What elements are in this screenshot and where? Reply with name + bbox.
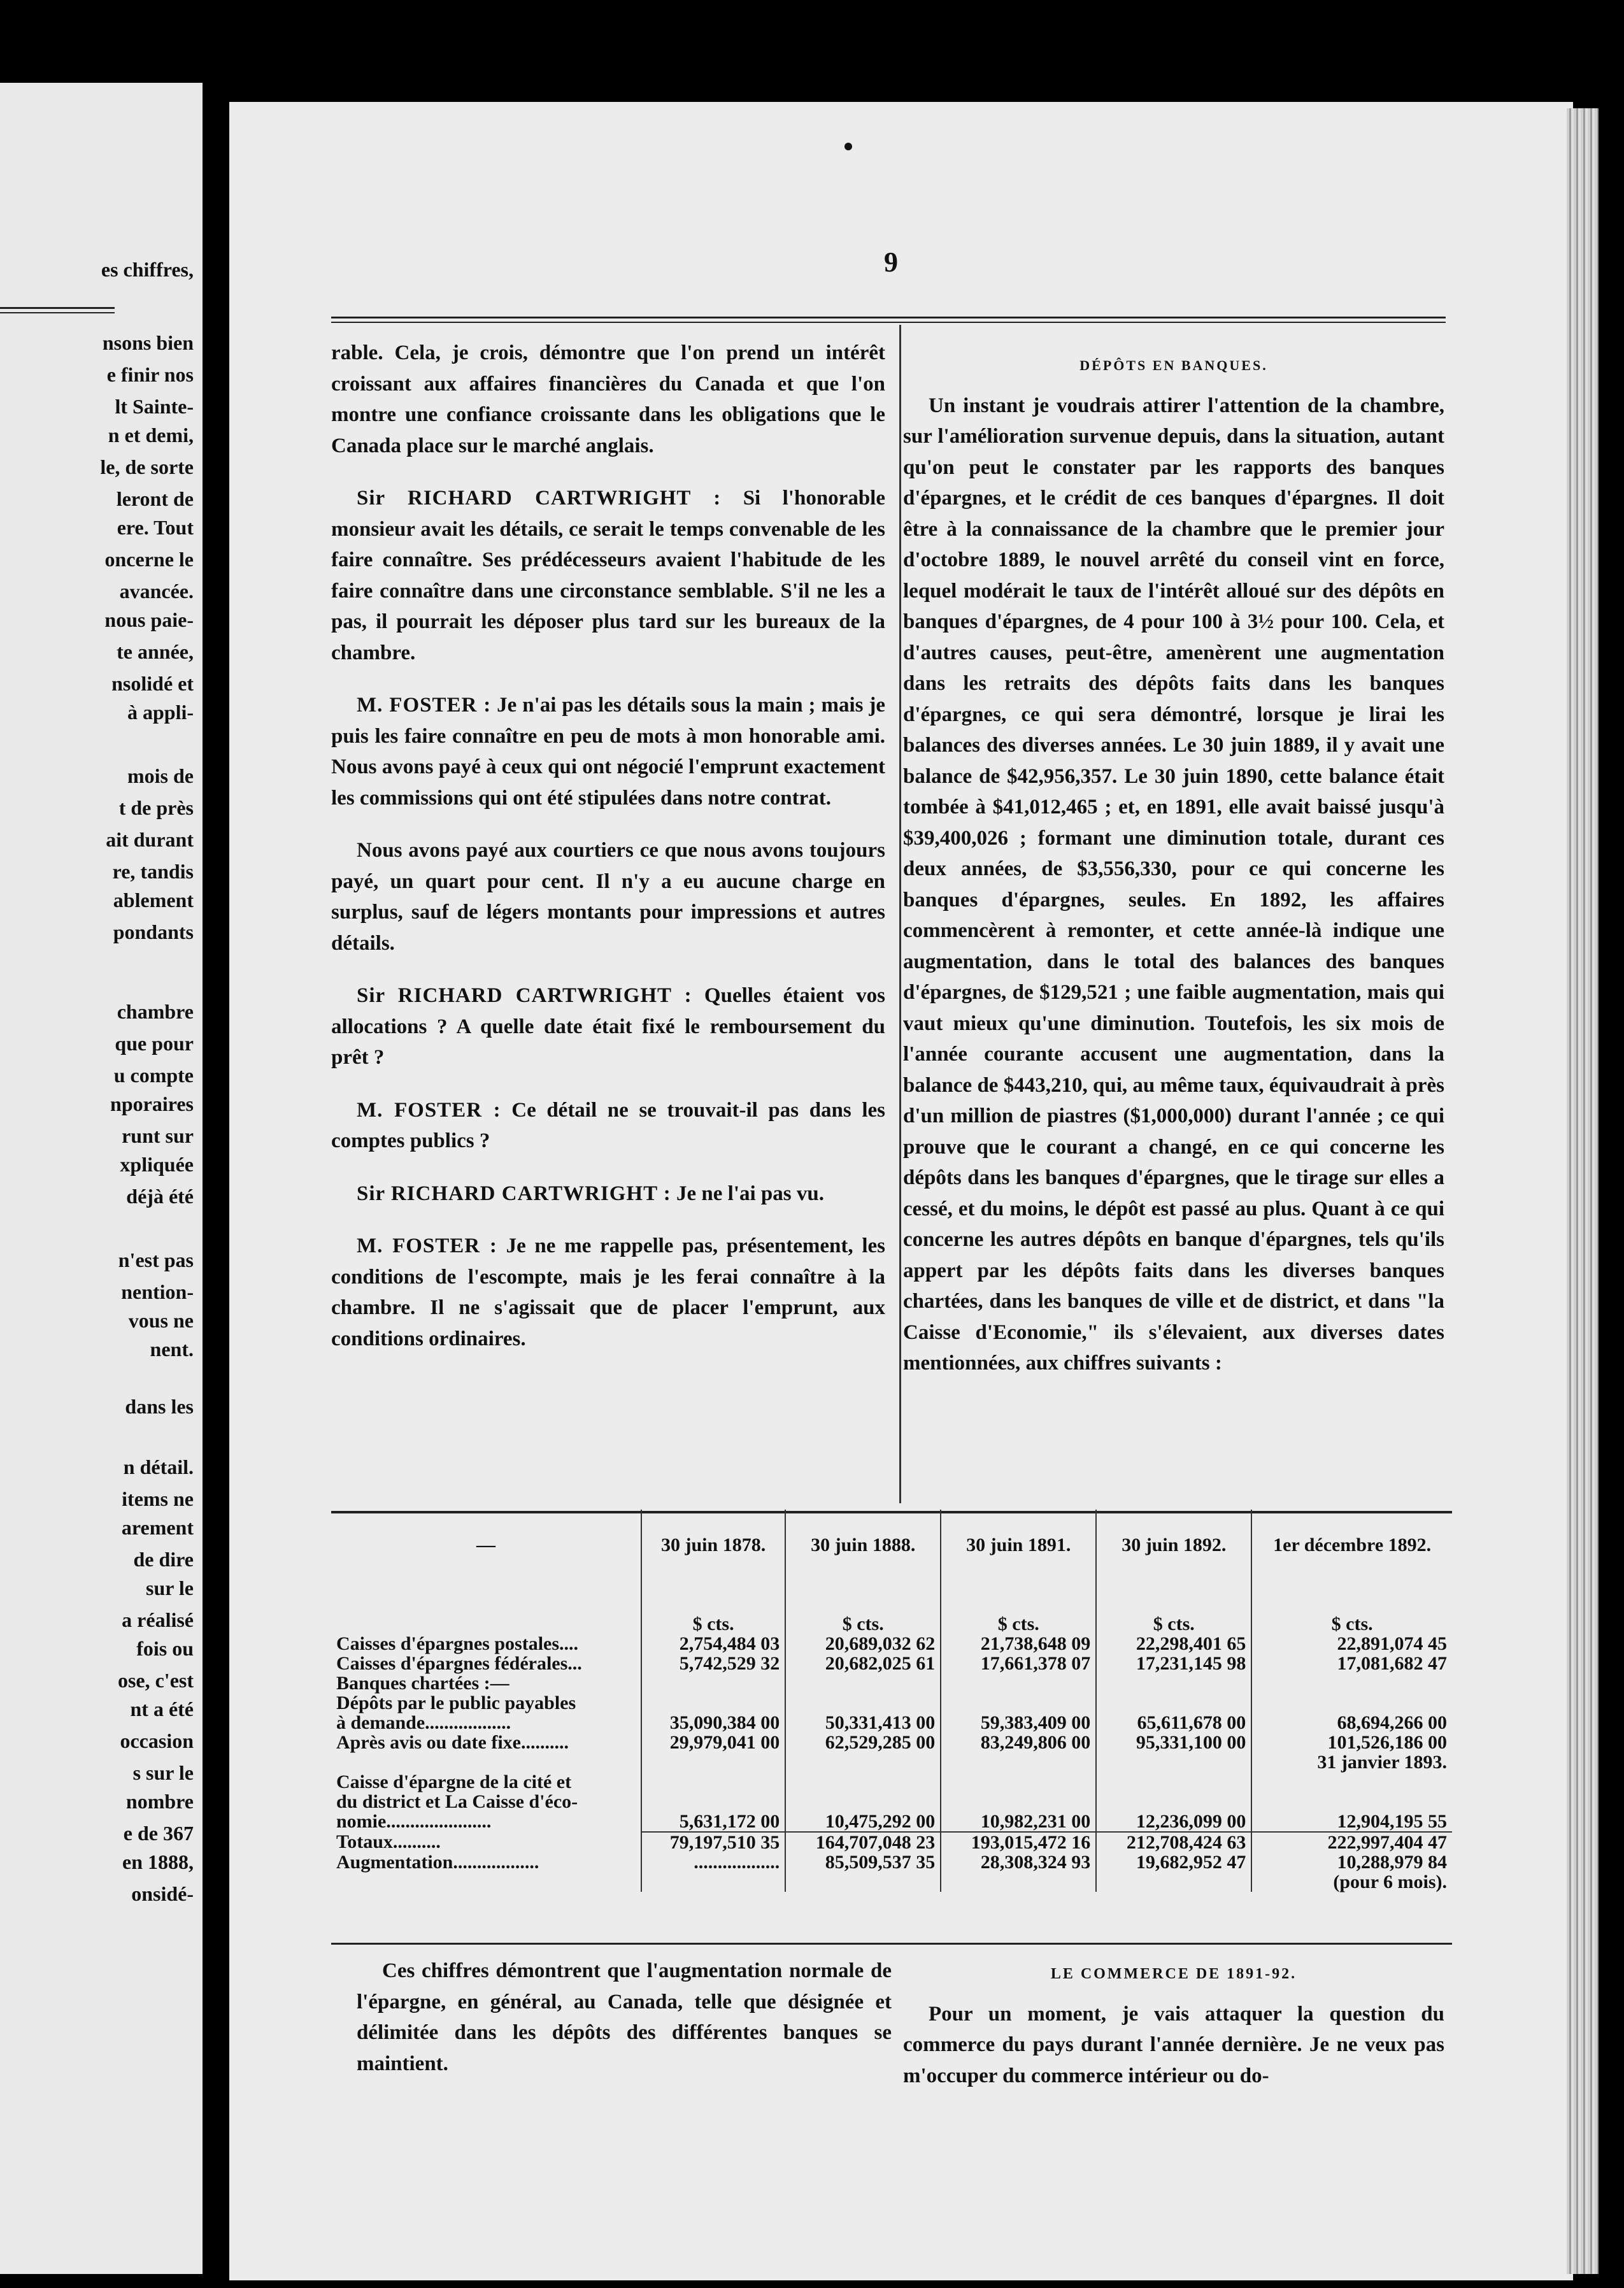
paragraph: Nous avons payé aux courtiers ce que nous avons toujours payé, un quart pour cent. Il n'y a eu aucune charge en surplus, sauf de légers montants pour impressions et autres détails. — [331, 839, 885, 955]
table-cell: 83,249,806 00 — [941, 1733, 1096, 1752]
left-page-fragment: en 1888, — [122, 1850, 194, 1873]
paragraph — [331, 980, 885, 1073]
left-page-fragment: nporaires — [110, 1092, 194, 1115]
table-cell — [1096, 1752, 1251, 1772]
left-page-fragment: mois de — [127, 764, 194, 787]
table-row — [331, 1634, 1452, 1654]
left-page-fragment: dans les — [125, 1395, 194, 1418]
table-cell — [785, 1693, 941, 1713]
header-rule-2 — [331, 322, 1446, 323]
table-cell: 17,231,145 98 — [1096, 1654, 1251, 1673]
left-page-fragment: n détail. — [123, 1455, 194, 1478]
left-page-fragment: ait durant — [106, 828, 194, 851]
table-cell: 68,694,266 00 — [1251, 1713, 1452, 1733]
table-cell: 19,682,952 47 — [1096, 1852, 1251, 1872]
left-page-fragment: sur le — [146, 1577, 194, 1599]
speech: Je n'ai pas les détails sous la main ; mais je puis les faire connaître en peu de mots à mon honorable ami. Nous avons payé à ceux qui ont négocié l'emprunt exactement les commissions qui ont été stipulées dans notre contrat. — [331, 694, 886, 810]
left-page-fragment: e finir nos — [106, 363, 194, 386]
left-page-fragment: nention- — [121, 1280, 194, 1303]
left-page-fragment: nsons bien — [102, 331, 194, 354]
speech: Ce détail ne se trouvait-il pas dans les comptes publics ? — [331, 1098, 886, 1152]
table-cell — [941, 1673, 1096, 1693]
section-heading: DÉPÔTS EN BANQUES. — [1079, 357, 1268, 373]
right-column — [903, 350, 1444, 1401]
table-cell — [641, 1792, 785, 1812]
row-label: Augmentation.................. — [336, 1852, 539, 1873]
left-page-fragment: es chiffres, — [101, 258, 194, 281]
table-cell — [1096, 1693, 1251, 1713]
left-page-fragment: nous paie- — [104, 608, 194, 631]
bottom-left-text — [357, 1956, 892, 2101]
left-page-fragment: t de près — [118, 796, 194, 819]
table-cell — [1096, 1792, 1251, 1812]
table-cell: $ cts. — [1096, 1599, 1251, 1634]
left-page-fragment: vous ne — [128, 1309, 194, 1332]
row-label: Caisse d'épargne de la cité et — [336, 1771, 572, 1792]
ink-dot — [844, 143, 852, 150]
table-cell — [1251, 1673, 1452, 1693]
left-page-fragment: nsolidé et — [111, 672, 194, 695]
left-page-fragment: xpliquée — [120, 1153, 194, 1176]
left-page-fragment: onsidé- — [131, 1882, 194, 1905]
table-row — [331, 1792, 1452, 1812]
left-column — [331, 338, 885, 1376]
table-cell: 59,383,409 00 — [941, 1713, 1096, 1733]
table-corner: — — [476, 1534, 495, 1555]
left-page-fragment: nent. — [150, 1338, 194, 1361]
paragraph — [331, 1231, 885, 1354]
speech: Si l'honorable monsieur avait les détails, ce serait le temps convenable de les faire connaître. Ses prédécesseurs avaient l'habitude de les faire connaître dans une circonstance semblable. S'il ne les a pas, il pourrait les déposer plus tard sur les bureaux de la chambre. — [331, 487, 885, 664]
table-cell: 79,197,510 35 — [641, 1832, 785, 1852]
table-cell — [641, 1673, 785, 1693]
table-cell: 29,979,041 00 — [641, 1733, 785, 1752]
paragraph: Pour un moment, je vais attaquer la question du commerce du pays durant l'année dernière. Je ne veux pas m'occuper du commerce intérieur ou do- — [903, 2002, 1444, 2087]
table-cell: 5,631,172 00 — [641, 1812, 785, 1832]
table-cell — [641, 1772, 785, 1792]
table-cell: 212,708,424 63 — [1096, 1832, 1251, 1852]
row-label — [331, 1752, 641, 1772]
table-cell — [785, 1752, 941, 1772]
table-column-header: 30 juin 1892. — [1096, 1510, 1251, 1599]
table-note: (pour 6 mois). — [1251, 1872, 1452, 1892]
table-cell: .................. — [641, 1852, 785, 1872]
table-cell — [785, 1673, 941, 1693]
paragraph: Ces chiffres démontrent que l'augmentation normale de l'épargne, en général, au Canada, telle que désignée et délimitée dans les dépôts des différentes banques se maintient. — [357, 1959, 892, 2075]
left-page-fragment: runt sur — [122, 1124, 194, 1147]
table-row — [331, 1673, 1452, 1693]
table-cell — [941, 1752, 1096, 1772]
table-cell: 10,475,292 00 — [785, 1812, 941, 1832]
table-cell — [785, 1792, 941, 1812]
left-page-fragment: leront de — [116, 487, 194, 510]
paragraph — [331, 690, 885, 813]
table-cell: 10,982,231 00 — [941, 1812, 1096, 1832]
left-page-fragment: te année, — [117, 640, 194, 663]
table-cell — [1251, 1792, 1452, 1812]
left-page-fragment: chambre — [117, 1000, 194, 1023]
table-row — [331, 1733, 1452, 1752]
paragraph — [331, 1178, 885, 1210]
speaker: M. FOSTER : — [357, 694, 492, 717]
section-heading: LE COMMERCE DE 1891-92. — [1050, 1966, 1297, 1982]
left-page-fragment: arement — [121, 1516, 194, 1539]
table-cell: 20,682,025 61 — [785, 1654, 941, 1673]
left-page-fragment: oncerne le — [104, 548, 194, 571]
left-page — [0, 83, 203, 2274]
table-cell: 50,331,413 00 — [785, 1713, 941, 1733]
left-page-fragment: pondants — [113, 920, 194, 943]
paragraph: rable. Cela, je crois, démontre que l'on prend un intérêt croissant aux affaires financières du Canada et que l'on montre une confiance croissante dans les obligations que le Canada place sur le marché anglais. — [331, 341, 885, 457]
paragraph: Un instant je voudrais attirer l'attention de la chambre, sur l'amélioration survenue depuis, dans la situation, autant qu'on peut le constater par les rapports des banques d'épargnes, et le crédit de ces banques d'épargnes. Il doit être à la connaissance de la chambre que le premier jour d'octobre 1889, le nouvel arrêté du conseil vint en force, lequel modérait le taux de l'intérêt alloué sur des dépôts en banques d'épargnes, de 4 pour 100 à 3½ pour 100. Cela, et d'autres causes, peut-être, amenèrent une augmentation dans les retraits des dépôts faits dans les banques d'épargnes, ce qui sera démontré, lorsque je lirai les balances des diverses années. Le 30 juin 1889, il y avait une balance de $42,956,357. Le 30 juin 1890, cette balance était tombée à $41,012,465 ; et, en 1891, elle avait baissé jusqu'à $39,400,026 ; formant une diminution totale, durant ces deux années, de $3,556,330, pour ce qui concerne les banques d'épargnes, seules. En 1892, les affaires commencèrent à remonter, et cette année-là indique une augmentation, dans le total des balances des banques d'épargnes, de $129,521 ; une faible augmentation, mais qui vaut mieux qu'une diminution. Toutefois, les six mois de l'année courante accusent une augmentation, dans la balance de $443,210, qui, au même taux, équivaudrait à près d'un million de piastres ($1,000,000) durant l'année ; ce qui prouve que le courant a changé, en ce qui concerne les dépôts dans les banques d'épargnes, que le tirage sur elles a cessé, et du moins, le dépôt est passé au plus. Quant à ce qui concerne les autres dépôts en banque d'épargnes, tels qu'ils appert par les dépôts faits dans les diverses banques chartées, dans les banques de ville et de district, et dans "la Caisse d'Economie," ils s'élevaient, aux diverses dates mentionnées, aux chiffres suivants : — [903, 394, 1444, 1375]
table-bottom-rule — [331, 1943, 1452, 1945]
left-page-fragment: fois ou — [136, 1637, 194, 1660]
deposits-table — [331, 1510, 1452, 1892]
left-page-fragment: nombre — [125, 1790, 194, 1813]
row-label: Dépôts par le public payables — [336, 1692, 576, 1713]
left-page-fragment: u compte — [113, 1064, 194, 1087]
table-cell: 12,236,099 00 — [1096, 1812, 1251, 1832]
table-cell — [785, 1772, 941, 1792]
table-cell: 31 janvier 1893. — [1251, 1752, 1452, 1772]
table-cell: $ cts. — [641, 1599, 785, 1634]
left-page-fragment: ose, c'est — [117, 1669, 194, 1692]
table-cell: 95,331,100 00 — [1096, 1733, 1251, 1752]
table-column-header: 30 juin 1891. — [941, 1510, 1096, 1599]
table-cell: $ cts. — [941, 1599, 1096, 1634]
table-cell — [1096, 1673, 1251, 1693]
left-page-fragment: de dire — [133, 1548, 194, 1571]
page-edge — [1567, 108, 1599, 2274]
left-page-fragment: n'est pas — [118, 1248, 194, 1271]
speaker: Sir RICHARD CARTWRIGHT : — [357, 984, 692, 1007]
table-cell: 17,081,682 47 — [1251, 1654, 1452, 1673]
left-page-fragment: lt Sainte- — [115, 395, 194, 418]
speaker: M. FOSTER : — [357, 1234, 497, 1257]
table-cell: 193,015,472 16 — [941, 1832, 1096, 1852]
table-cell — [941, 1693, 1096, 1713]
speech: Je ne l'ai pas vu. — [676, 1182, 824, 1205]
column-divider — [899, 325, 901, 1503]
table-cell: 222,997,404 47 — [1251, 1832, 1452, 1852]
table-column-header: 30 juin 1878. — [641, 1510, 785, 1599]
table-cell — [941, 1772, 1096, 1792]
speaker: Sir RICHARD CARTWRIGHT : — [357, 1182, 671, 1205]
table-cell: $ cts. — [785, 1599, 941, 1634]
table-cell — [941, 1792, 1096, 1812]
table-cell: 2,754,484 03 — [641, 1634, 785, 1654]
left-page-fragment: n et demi, — [108, 424, 194, 447]
table-row — [331, 1752, 1452, 1772]
table-cell: 85,509,537 35 — [785, 1852, 941, 1872]
table-row — [331, 1872, 1452, 1892]
paragraph — [331, 1095, 885, 1157]
left-page-fragment: s sur le — [132, 1761, 194, 1784]
table-cell: 28,308,324 93 — [941, 1852, 1096, 1872]
left-page-fragment: items ne — [122, 1487, 194, 1510]
left-page-fragment: re, tandis — [112, 860, 194, 883]
left-page-fragment: que pour — [115, 1032, 194, 1055]
row-label: Caisses d'épargnes postales.... — [336, 1633, 579, 1654]
table-cell: 65,611,678 00 — [1096, 1713, 1251, 1733]
table-row — [331, 1772, 1452, 1792]
row-label — [331, 1599, 641, 1634]
speaker: M. FOSTER : — [357, 1098, 501, 1122]
row-label: Caisses d'épargnes fédérales... — [336, 1653, 582, 1674]
row-label: Banques chartées :— — [336, 1673, 509, 1694]
table-cell: 12,904,195 55 — [1251, 1812, 1452, 1832]
table-cell: 20,689,032 62 — [785, 1634, 941, 1654]
left-page-fragment: déjà été — [126, 1185, 194, 1208]
table-row — [331, 1812, 1452, 1832]
left-page-fragment: a réalisé — [122, 1608, 194, 1631]
left-page-fragment: occasion — [120, 1729, 194, 1752]
table-cell: 35,090,384 00 — [641, 1713, 785, 1733]
table-row — [331, 1713, 1452, 1733]
table-cell: 164,707,048 23 — [785, 1832, 941, 1852]
row-label: Après avis ou date fixe.......... — [336, 1732, 569, 1753]
speaker: Sir RICHARD CARTWRIGHT : — [357, 487, 722, 510]
table-row — [331, 1852, 1452, 1872]
left-page-fragment: nt a été — [130, 1698, 194, 1720]
left-page-fragment: avancée. — [119, 580, 194, 603]
table-cell: 5,742,529 32 — [641, 1654, 785, 1673]
header-rule — [331, 317, 1446, 318]
table-cell: 21,738,648 09 — [941, 1634, 1096, 1654]
table-row — [331, 1832, 1452, 1852]
table-cell: $ cts. — [1251, 1599, 1452, 1634]
bottom-right-text — [903, 1959, 1444, 2113]
table-header-row — [331, 1510, 1452, 1599]
paragraph — [331, 483, 885, 668]
speech: Quelles étaient vos allocations ? A quelle date était fixé le remboursement du prêt ? — [331, 984, 886, 1069]
table-cell — [1096, 1772, 1251, 1792]
left-page-fragment: ablement — [113, 889, 194, 912]
table-cell: 22,298,401 65 — [1096, 1634, 1251, 1654]
table-cell — [1251, 1772, 1452, 1792]
table-cell — [1251, 1693, 1452, 1713]
table-cell: 10,288,979 84 — [1251, 1852, 1452, 1872]
table-cell: 22,891,074 45 — [1251, 1634, 1452, 1654]
table-row — [331, 1599, 1452, 1634]
speech: Je ne me rappelle pas, présentement, les conditions de l'escompte, mais je les ferai connaître à la chambre. Il ne s'agissait que de placer l'emprunt, aux conditions ordinaires. — [331, 1234, 886, 1350]
table-cell: 17,661,378 07 — [941, 1654, 1096, 1673]
table-column-header: 30 juin 1888. — [785, 1510, 941, 1599]
row-label: Totaux.......... — [336, 1831, 441, 1852]
table-row — [331, 1693, 1452, 1713]
left-page-fragment: le, de sorte — [100, 455, 194, 478]
table-cell: 62,529,285 00 — [785, 1733, 941, 1752]
table-cell — [641, 1693, 785, 1713]
table-row — [331, 1654, 1452, 1673]
row-label: du district et La Caisse d'éco- — [336, 1791, 578, 1812]
left-page-fragment: e de 367 — [123, 1822, 194, 1845]
left-page-fragment: à appli- — [127, 701, 194, 724]
left-page-fragment: ere. Tout — [117, 516, 194, 539]
table-cell: 101,526,186 00 — [1251, 1733, 1452, 1752]
row-label: à demande.................. — [336, 1712, 511, 1733]
table-cell — [641, 1752, 785, 1772]
table-column-header: 1er décembre 1892. — [1251, 1510, 1452, 1599]
page-number: 9 — [884, 247, 898, 278]
row-label: nomie...................... — [336, 1811, 492, 1832]
